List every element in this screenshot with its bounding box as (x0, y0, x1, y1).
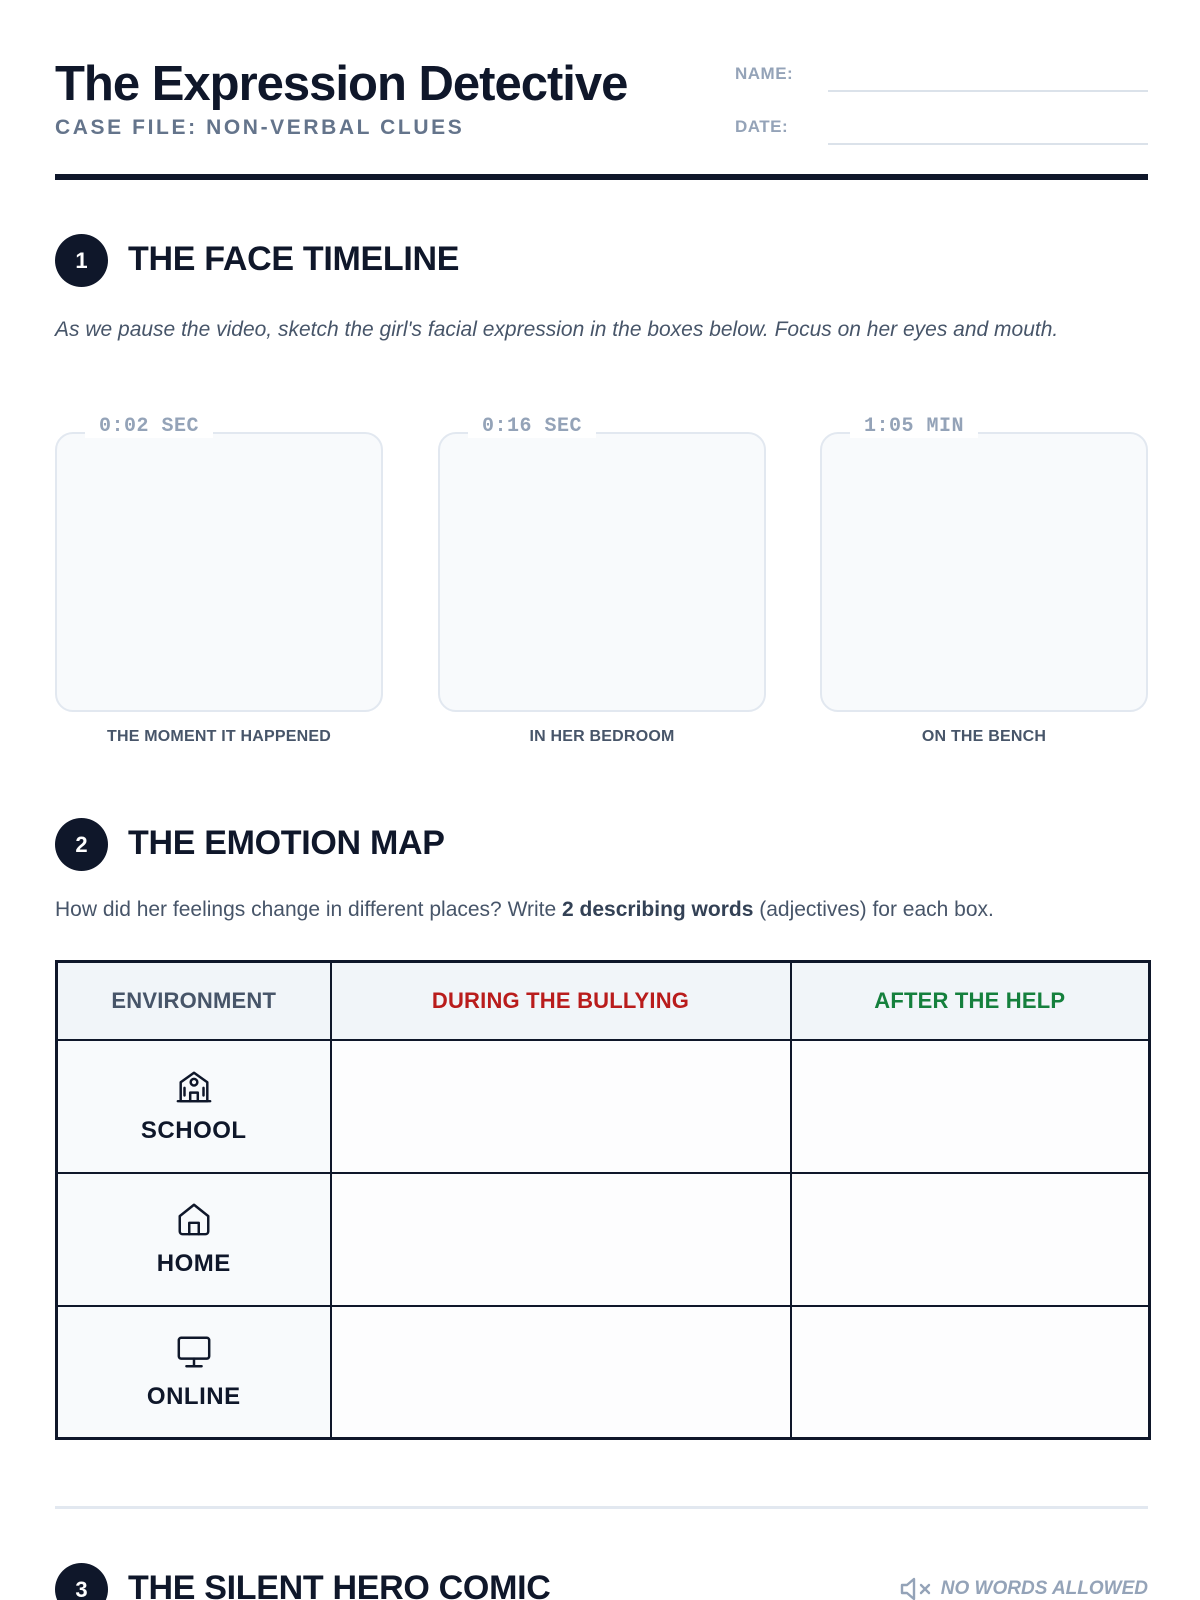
sketch-caption-3: ON THE BENCH (921, 728, 1047, 745)
sketch-box-1[interactable] (55, 415, 383, 712)
sketch-caption-1: THE MOMENT IT HAPPENED (107, 728, 331, 745)
sketch-box-2[interactable] (438, 415, 766, 712)
answer-cell-during[interactable] (331, 1173, 791, 1306)
timestamp-tag: 1:05 MIN (850, 415, 978, 438)
table-header-row (57, 962, 1150, 1040)
table-row (57, 1040, 1150, 1173)
timestamp-tag: 0:16 SEC (468, 415, 596, 438)
environment-label: SCHOOL (140, 1117, 247, 1144)
name-field[interactable] (828, 90, 1148, 92)
environment-cell-online (57, 1306, 331, 1439)
timestamp-tag: 0:02 SEC (85, 415, 213, 438)
section-2-title: THE EMOTION MAP (128, 824, 445, 862)
instructions-text: How did her feelings change in different places? Write (55, 898, 563, 921)
section-3-number: 3 (55, 1563, 108, 1600)
section-2-heading (55, 818, 1148, 872)
column-header-after: AFTER THE HELP (791, 962, 1150, 1040)
section-divider (55, 1506, 1148, 1509)
worksheet-header (55, 52, 1148, 182)
home-icon (175, 1200, 213, 1238)
section-1-instructions: As we pause the video, sketch the girl's facial expression in the boxes below. Focus on her eyes and mouth. (55, 318, 1059, 341)
section-3-title: THE SILENT HERO COMIC (128, 1569, 551, 1600)
answer-cell-during[interactable] (331, 1040, 791, 1173)
environment-label: HOME (156, 1250, 231, 1277)
page-subtitle: CASE FILE: NON-VERBAL CLUES (55, 116, 465, 139)
emotion-map-table (55, 960, 1151, 1440)
mute-icon (899, 1577, 933, 1600)
school-icon (175, 1067, 213, 1105)
environment-label: ONLINE (146, 1382, 241, 1410)
page-title: The Expression Detective (55, 57, 628, 111)
answer-cell-after[interactable] (791, 1306, 1150, 1439)
note-text: NO WORDS ALLOWED (940, 1578, 1148, 1599)
answer-cell-after[interactable] (791, 1040, 1150, 1173)
header-divider (55, 174, 1148, 180)
date-label: DATE: (735, 117, 789, 136)
date-field[interactable] (828, 143, 1148, 145)
instructions-text: (adjectives) for each box. (753, 898, 994, 921)
instructions-emphasis: 2 describing words (562, 898, 754, 921)
section-2-number: 2 (55, 818, 108, 871)
table-row (57, 1306, 1150, 1439)
sketch-box-3[interactable] (820, 415, 1148, 712)
column-header-environment: ENVIRONMENT (57, 962, 331, 1040)
section-1-title: THE FACE TIMELINE (128, 240, 460, 278)
environment-cell-home (57, 1173, 331, 1306)
monitor-icon (175, 1333, 213, 1371)
section-1-number: 1 (55, 234, 108, 287)
answer-cell-after[interactable] (791, 1173, 1150, 1306)
column-header-during: DURING THE BULLYING (331, 962, 791, 1040)
section-2-instructions (55, 898, 994, 922)
section-1-heading (55, 234, 1148, 288)
table-row (57, 1173, 1150, 1306)
answer-cell-during[interactable] (331, 1306, 791, 1439)
name-label: NAME: (735, 64, 794, 83)
sketch-caption-2: IN HER BEDROOM (529, 728, 675, 745)
no-words-note (899, 1577, 1148, 1600)
environment-cell-school (57, 1040, 331, 1173)
